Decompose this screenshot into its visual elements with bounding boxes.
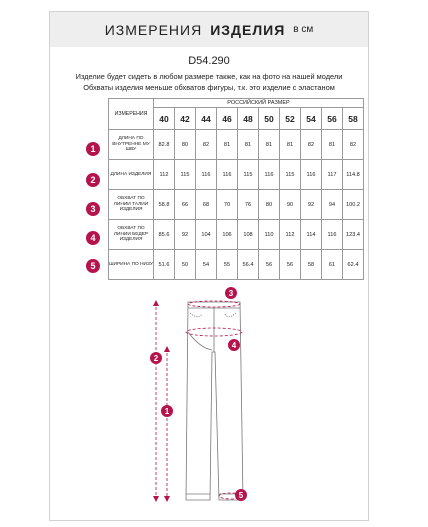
measure-arrows	[153, 300, 170, 502]
size-cell: 58	[343, 108, 364, 130]
size-cell: 50	[259, 108, 280, 130]
row-marker-1: 1	[86, 142, 100, 156]
value-cell: 115	[175, 160, 196, 190]
value-cell: 54	[196, 250, 217, 280]
value-cell: 81	[217, 130, 238, 160]
header-title: ИЗМЕРЕНИЯ	[104, 21, 203, 38]
svg-text:3: 3	[228, 289, 234, 298]
value-cell: 58	[301, 250, 322, 280]
value-cell: 116	[217, 160, 238, 190]
size-ruler-header: РОССИЙСКИЙ РАЗМЕР	[154, 99, 364, 108]
value-cell: 100.2	[343, 190, 364, 220]
value-cell: 114.8	[343, 160, 364, 190]
measure-lines	[153, 301, 243, 500]
header-title-bold: ИЗДЕЛИЯ	[210, 21, 286, 38]
row-label: ШИРИНА ПО НИЗУ	[109, 250, 154, 280]
row-marker-2: 2	[86, 173, 100, 187]
value-cell: 92	[301, 190, 322, 220]
value-cell: 94	[322, 190, 343, 220]
value-cell: 117	[322, 160, 343, 190]
value-cell: 92	[175, 220, 196, 250]
value-cell: 116	[301, 160, 322, 190]
value-cell: 85.6	[154, 220, 175, 250]
value-cell: 104	[196, 220, 217, 250]
value-cell: 56.4	[238, 250, 259, 280]
diagram-marker-1	[161, 405, 173, 417]
value-cell: 90	[280, 190, 301, 220]
svg-text:4: 4	[231, 341, 237, 350]
value-cell: 76	[238, 190, 259, 220]
svg-text:1: 1	[164, 407, 170, 416]
jeans-sketch	[50, 12, 370, 522]
value-cell: 112	[280, 220, 301, 250]
diagram-marker-4	[228, 339, 240, 351]
row-label: ОБХВАТ ПО ЛИНИИ БЕДЕР ИЗДЕЛИЯ	[109, 220, 154, 250]
value-cell: 108	[238, 220, 259, 250]
value-cell: 81	[280, 130, 301, 160]
value-cell: 116	[259, 160, 280, 190]
note-fit: Изделие будет сидеть в любом размере также, как на фото на нашей модели	[75, 72, 343, 81]
header-unit: в см	[293, 24, 314, 35]
row-label: ДЛИНА ИЗДЕЛИЯ	[109, 160, 154, 190]
value-cell: 55	[217, 250, 238, 280]
value-cell: 82.8	[154, 130, 175, 160]
model-code: D54.290	[188, 55, 230, 67]
diagram-marker-2	[150, 352, 162, 364]
size-chart-card	[49, 11, 369, 521]
size-cell: 56	[322, 108, 343, 130]
value-cell: 56	[280, 250, 301, 280]
row-marker-4: 4	[86, 231, 100, 245]
size-cell: 52	[280, 108, 301, 130]
value-cell: 50	[175, 250, 196, 280]
size-cell: 42	[175, 108, 196, 130]
jeans-outline	[186, 302, 243, 500]
value-cell: 66	[175, 190, 196, 220]
row-label: ДЛИНА ПО ВНУТРЕННЕ МУ ШВУ	[109, 130, 154, 160]
value-cell: 82	[301, 130, 322, 160]
diagram-marker-3	[225, 287, 237, 299]
value-cell: 81	[322, 130, 343, 160]
value-cell: 80	[175, 130, 196, 160]
value-cell: 116	[322, 220, 343, 250]
row-marker-5: 5	[86, 259, 100, 273]
value-cell: 82	[343, 130, 364, 160]
size-cell: 40	[154, 108, 175, 130]
value-cell: 68	[196, 190, 217, 220]
row-label: ОБХВАТ ПО ЛИНИИ ТАЛИИ ИЗДЕЛИЯ	[109, 190, 154, 220]
measure-header: ИЗМЕРЕНИЯ	[109, 99, 154, 130]
value-cell: 106	[217, 220, 238, 250]
value-cell: 112	[154, 160, 175, 190]
value-cell: 110	[259, 220, 280, 250]
value-cell: 81	[238, 130, 259, 160]
value-cell: 115	[238, 160, 259, 190]
value-cell: 116	[196, 160, 217, 190]
note-elastane: Обхваты изделия меньше обхватов фигуры, т.к. это изделие с эластаном	[83, 83, 335, 92]
value-cell: 61	[322, 250, 343, 280]
value-cell: 56	[259, 250, 280, 280]
value-cell: 58.8	[154, 190, 175, 220]
value-cell: 82	[196, 130, 217, 160]
size-cell: 46	[217, 108, 238, 130]
value-cell: 123.4	[343, 220, 364, 250]
size-cell: 48	[238, 108, 259, 130]
size-cell: 54	[301, 108, 322, 130]
value-cell: 80	[259, 190, 280, 220]
value-cell: 51.6	[154, 250, 175, 280]
value-cell: 62.4	[343, 250, 364, 280]
size-cell: 44	[196, 108, 217, 130]
svg-text:5: 5	[238, 491, 244, 500]
value-cell: 115	[280, 160, 301, 190]
value-cell: 70	[217, 190, 238, 220]
value-cell: 114	[301, 220, 322, 250]
svg-text:2: 2	[153, 354, 159, 363]
value-cell: 81	[259, 130, 280, 160]
row-marker-3: 3	[86, 202, 100, 216]
diagram-marker-5	[235, 489, 247, 501]
